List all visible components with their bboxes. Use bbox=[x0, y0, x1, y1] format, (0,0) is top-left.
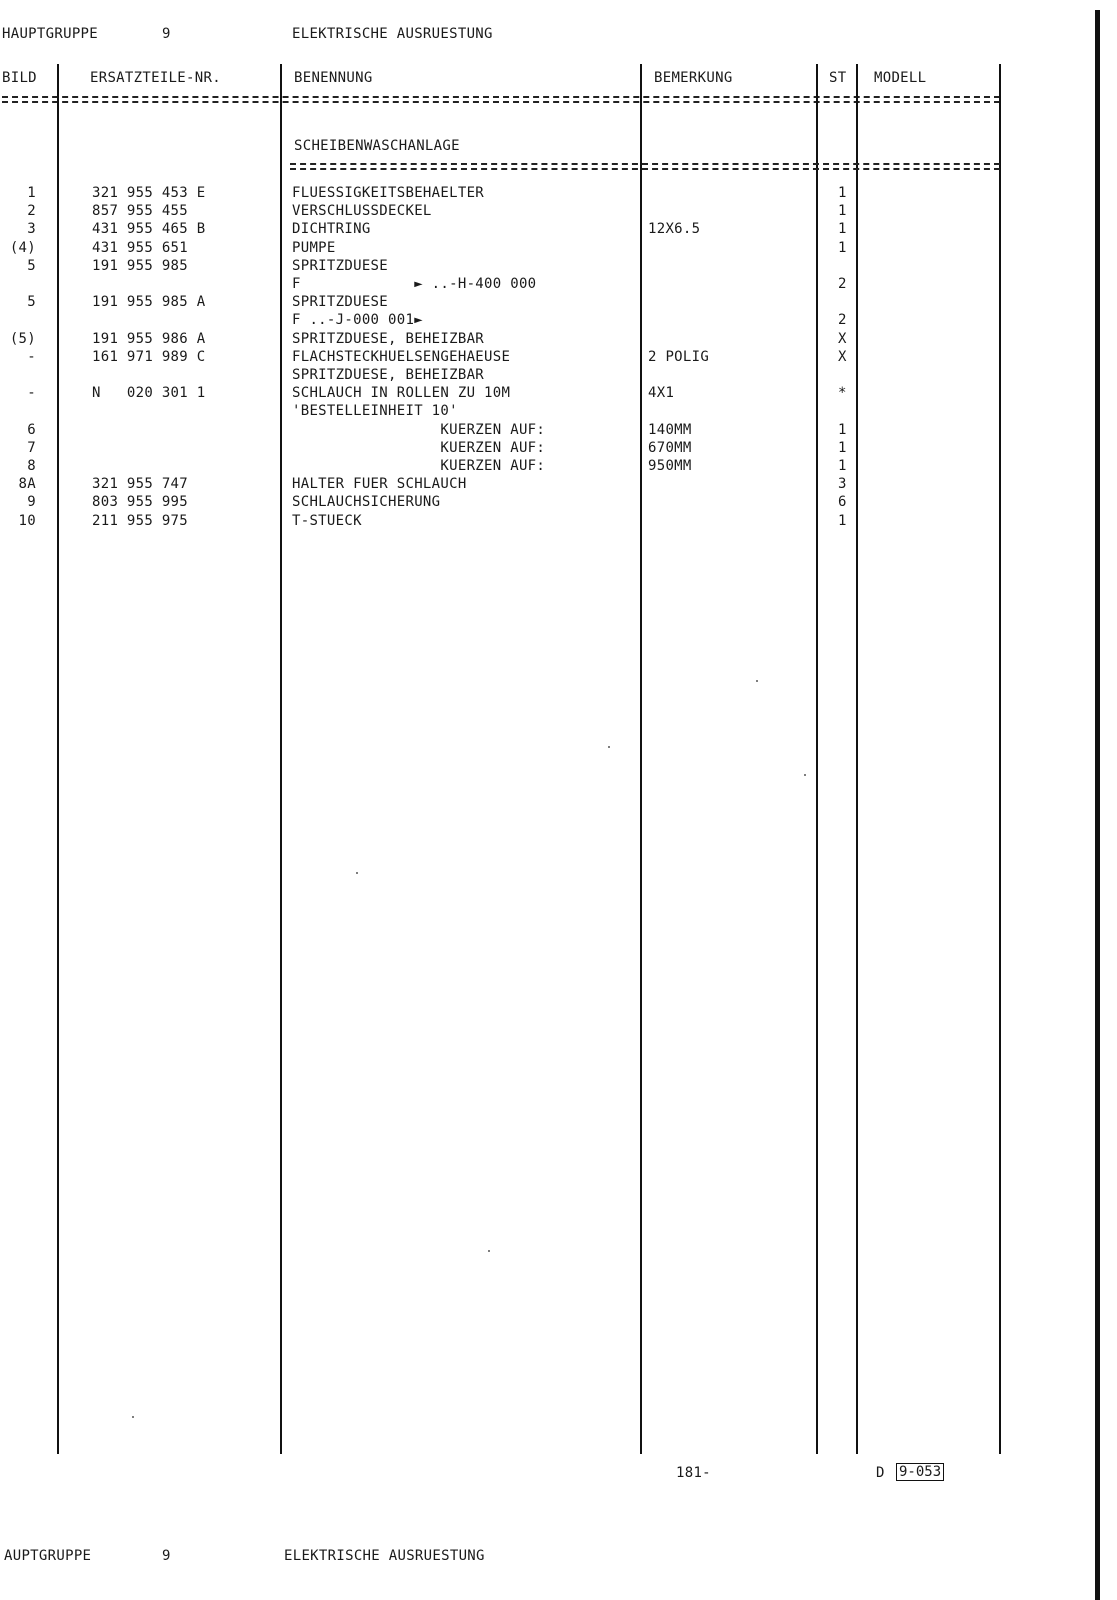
col-header-bemerkung: BEMERKUNG bbox=[654, 70, 733, 86]
section-title: SCHEIBENWASCHANLAGE bbox=[294, 138, 460, 154]
col-header-st: ST bbox=[829, 70, 847, 86]
row-st: 1 bbox=[838, 203, 847, 219]
row-benennung: FLACHSTECKHUELSENGEHAEUSE bbox=[292, 349, 511, 365]
row-benennung: SPRITZDUESE bbox=[292, 258, 389, 274]
group-title: ELEKTRISCHE AUSRUESTUNG bbox=[292, 26, 493, 42]
row-st: * bbox=[838, 385, 847, 401]
row-st: 1 bbox=[838, 221, 847, 237]
col-divider-3 bbox=[640, 64, 642, 1454]
row-benennung: F ► ..-H-400 000 bbox=[292, 276, 537, 292]
row-bild: 2 bbox=[27, 203, 36, 219]
row-bild: (4) bbox=[9, 240, 36, 256]
next-hauptgruppe-label: AUPTGRUPPE bbox=[4, 1548, 92, 1564]
row-bild: 10 bbox=[18, 513, 36, 529]
header-rule-bottom bbox=[2, 101, 1000, 103]
row-benennung: KUERZEN AUF: bbox=[292, 458, 546, 474]
header-rule-top bbox=[2, 96, 1000, 98]
row-bild: 7 bbox=[27, 440, 36, 456]
row-benennung: KUERZEN AUF: bbox=[292, 422, 546, 438]
row-bild: 3 bbox=[27, 221, 36, 237]
row-bild: 1 bbox=[27, 185, 36, 201]
col-divider-1 bbox=[57, 64, 59, 1454]
row-st: 3 bbox=[838, 476, 847, 492]
row-part-number: 191 955 985 bbox=[92, 258, 189, 274]
scan-speck bbox=[132, 1416, 134, 1418]
hauptgruppe-number: 9 bbox=[162, 26, 171, 42]
col-divider-6 bbox=[999, 64, 1001, 1454]
row-st: X bbox=[838, 331, 847, 347]
col-divider-4 bbox=[816, 64, 818, 1454]
scan-edge-bar bbox=[1095, 10, 1100, 1600]
scan-speck bbox=[356, 872, 358, 874]
row-benennung: KUERZEN AUF: bbox=[292, 440, 546, 456]
col-header-ersatzteile: ERSATZTEILE-NR. bbox=[90, 70, 221, 86]
row-bild: 5 bbox=[27, 258, 36, 274]
row-st: 1 bbox=[838, 458, 847, 474]
row-st: 6 bbox=[838, 494, 847, 510]
row-benennung: HALTER FUER SCHLAUCH bbox=[292, 476, 467, 492]
row-benennung: VERSCHLUSSDECKEL bbox=[292, 203, 432, 219]
hauptgruppe-label: HAUPTGRUPPE bbox=[2, 26, 99, 42]
row-part-number: 191 955 986 A bbox=[92, 331, 206, 347]
row-benennung: DICHTRING bbox=[292, 221, 371, 237]
row-benennung: SPRITZDUESE bbox=[292, 294, 389, 310]
row-bild: 8A bbox=[18, 476, 36, 492]
col-divider-5 bbox=[856, 64, 858, 1454]
section-rule-top bbox=[290, 163, 1000, 165]
row-bild: - bbox=[27, 385, 36, 401]
row-part-number: 431 955 651 bbox=[92, 240, 189, 256]
row-benennung: PUMPE bbox=[292, 240, 336, 256]
row-part-number: 321 955 453 E bbox=[92, 185, 206, 201]
row-part-number: 321 955 747 bbox=[92, 476, 189, 492]
row-benennung: F ..-J-000 001► bbox=[292, 312, 423, 328]
col-header-benennung: BENENNUNG bbox=[294, 70, 373, 86]
row-st: 1 bbox=[838, 440, 847, 456]
sheet-prefix: D bbox=[876, 1465, 885, 1481]
row-bild: 5 bbox=[27, 294, 36, 310]
row-part-number: 191 955 985 A bbox=[92, 294, 206, 310]
scan-speck bbox=[488, 1250, 490, 1252]
row-bemerkung: 12X6.5 bbox=[648, 221, 701, 237]
row-bild: (5) bbox=[9, 331, 36, 347]
row-bild: 8 bbox=[27, 458, 36, 474]
scan-speck bbox=[804, 774, 806, 776]
row-st: 1 bbox=[838, 240, 847, 256]
next-hauptgruppe-number: 9 bbox=[162, 1548, 171, 1564]
col-header-bild: BILD bbox=[2, 70, 37, 86]
row-bild: 6 bbox=[27, 422, 36, 438]
row-st: 1 bbox=[838, 513, 847, 529]
section-rule-bottom bbox=[290, 168, 1000, 170]
row-part-number: 211 955 975 bbox=[92, 513, 189, 529]
row-st: 1 bbox=[838, 422, 847, 438]
scan-speck bbox=[756, 680, 758, 682]
row-benennung: SCHLAUCH IN ROLLEN ZU 10M bbox=[292, 385, 511, 401]
row-bemerkung: 2 POLIG bbox=[648, 349, 710, 365]
row-st: 1 bbox=[838, 185, 847, 201]
row-benennung: T-STUECK bbox=[292, 513, 362, 529]
row-bild: - bbox=[27, 349, 36, 365]
row-st: X bbox=[838, 349, 847, 365]
row-part-number: 161 971 989 C bbox=[92, 349, 206, 365]
row-bemerkung: 4X1 bbox=[648, 385, 675, 401]
row-benennung: SPRITZDUESE, BEHEIZBAR bbox=[292, 331, 485, 347]
row-benennung: 'BESTELLEINHEIT 10' bbox=[292, 403, 458, 419]
row-bild: 9 bbox=[27, 494, 36, 510]
row-st: 2 bbox=[838, 276, 847, 292]
row-benennung: SCHLAUCHSICHERUNG bbox=[292, 494, 441, 510]
col-header-modell: MODELL bbox=[874, 70, 927, 86]
row-bemerkung: 670MM bbox=[648, 440, 692, 456]
col-divider-2 bbox=[280, 64, 282, 1454]
scan-speck bbox=[608, 746, 610, 748]
page-number: 181- bbox=[676, 1465, 711, 1481]
row-benennung: SPRITZDUESE, BEHEIZBAR bbox=[292, 367, 485, 383]
sheet-code: 9-053 bbox=[896, 1463, 944, 1481]
next-group-title: ELEKTRISCHE AUSRUESTUNG bbox=[284, 1548, 485, 1564]
row-part-number: 803 955 995 bbox=[92, 494, 189, 510]
row-bemerkung: 950MM bbox=[648, 458, 692, 474]
row-st: 2 bbox=[838, 312, 847, 328]
row-part-number: N 020 301 1 bbox=[92, 385, 206, 401]
row-benennung: FLUESSIGKEITSBEHAELTER bbox=[292, 185, 485, 201]
row-bemerkung: 140MM bbox=[648, 422, 692, 438]
row-part-number: 431 955 465 B bbox=[92, 221, 206, 237]
row-part-number: 857 955 455 bbox=[92, 203, 189, 219]
